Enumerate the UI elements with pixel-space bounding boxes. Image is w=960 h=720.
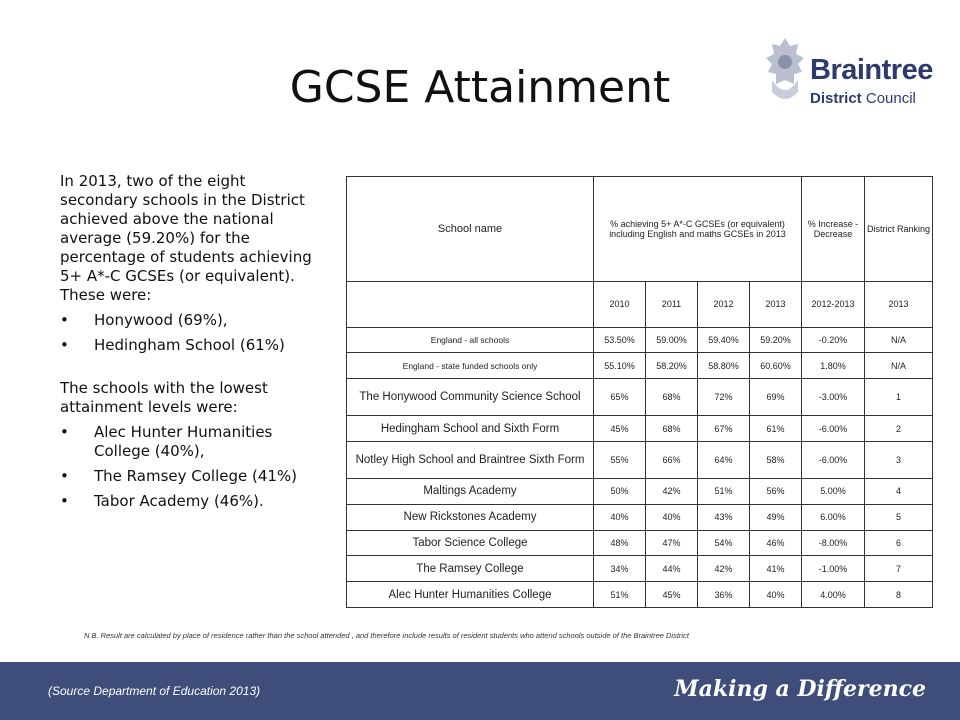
- value-cell: 50%: [594, 479, 646, 505]
- increase-period-cell: 2012-2013: [802, 282, 865, 327]
- value-cell: 68%: [646, 416, 698, 442]
- table-row: [347, 416, 933, 442]
- lowest-intro: The schools with the lowest attainment levels were:: [60, 379, 268, 416]
- header-school-name: School name: [347, 177, 594, 282]
- header-ranking: District Ranking: [865, 177, 933, 282]
- value-cell: 58%: [750, 441, 802, 478]
- value-cell: -6.00%: [802, 441, 865, 478]
- value-cell: -6.00%: [802, 416, 865, 442]
- value-cell: 51%: [698, 479, 750, 505]
- value-cell: 43%: [698, 504, 750, 530]
- value-cell: 66%: [646, 441, 698, 478]
- value-cell: 3: [865, 441, 933, 478]
- value-cell: 72%: [698, 379, 750, 416]
- value-cell: 1.80%: [802, 353, 865, 379]
- value-cell: 5.00%: [802, 479, 865, 505]
- value-cell: 40%: [750, 582, 802, 608]
- table-year-row: [347, 282, 933, 327]
- value-cell: 4: [865, 479, 933, 505]
- value-cell: 67%: [698, 416, 750, 442]
- slide-title: GCSE Attainment: [289, 62, 671, 113]
- value-cell: 48%: [594, 530, 646, 556]
- value-cell: 42%: [646, 479, 698, 505]
- value-cell: 68%: [646, 379, 698, 416]
- year-cell: 2013: [750, 282, 802, 327]
- school-name-cell: The Honywood Community Science School: [347, 379, 594, 416]
- list-item: • Hedingham School (61%): [60, 336, 322, 355]
- rank-year-cell: 2013: [865, 282, 933, 327]
- value-cell: 45%: [646, 582, 698, 608]
- value-cell: 46%: [750, 530, 802, 556]
- braintree-logo: [760, 34, 940, 114]
- value-cell: 41%: [750, 556, 802, 582]
- school-name-cell: Notley High School and Braintree Sixth Form: [347, 441, 594, 478]
- value-cell: 45%: [594, 416, 646, 442]
- list-item: • Tabor Academy (46%).: [60, 492, 322, 511]
- value-cell: 59.20%: [750, 327, 802, 353]
- school-name-cell: Maltings Academy: [347, 479, 594, 505]
- value-cell: 56%: [750, 479, 802, 505]
- table-row: [347, 479, 933, 505]
- school-name-cell: England - all schools: [347, 327, 594, 353]
- value-cell: 51%: [594, 582, 646, 608]
- value-cell: 69%: [750, 379, 802, 416]
- logo-subtitle: District Council: [810, 90, 916, 107]
- lowest-list: [60, 423, 322, 511]
- value-cell: 7: [865, 556, 933, 582]
- value-cell: 55%: [594, 441, 646, 478]
- value-cell: -1.00%: [802, 556, 865, 582]
- school-name-cell: The Ramsey College: [347, 556, 594, 582]
- value-cell: 1: [865, 379, 933, 416]
- value-cell: 34%: [594, 556, 646, 582]
- list-item: • The Ramsey College (41%): [60, 467, 322, 486]
- value-cell: N/A: [865, 327, 933, 353]
- school-name-cell: New Rickstones Academy: [347, 504, 594, 530]
- table-row: [347, 556, 933, 582]
- value-cell: -0.20%: [802, 327, 865, 353]
- value-cell: 6: [865, 530, 933, 556]
- school-name-cell: Alec Hunter Humanities College: [347, 582, 594, 608]
- value-cell: 47%: [646, 530, 698, 556]
- year-cell: 2010: [594, 282, 646, 327]
- footnote: N.B. Result are calculated by place of residence rather than the school attended , and therefore include results of resident students who attend schools outside of the Braintree District: [84, 631, 689, 640]
- value-cell: -3.00%: [802, 379, 865, 416]
- school-name-cell: Tabor Science College: [347, 530, 594, 556]
- value-cell: 6.00%: [802, 504, 865, 530]
- value-cell: 8: [865, 582, 933, 608]
- year-cell: 2012: [698, 282, 750, 327]
- value-cell: 49%: [750, 504, 802, 530]
- table-row: [347, 441, 933, 478]
- value-cell: 2: [865, 416, 933, 442]
- value-cell: N/A: [865, 353, 933, 379]
- table-row: [347, 530, 933, 556]
- value-cell: 55.10%: [594, 353, 646, 379]
- school-name-cell: England - state funded schools only: [347, 353, 594, 379]
- gcse-results-table: [346, 176, 933, 608]
- footer-bar: [0, 662, 960, 720]
- above-average-list: [60, 311, 322, 355]
- header-achievement: % achieving 5+ A*-C GCSEs (or equivalent) including English and maths GCSEs in 2013: [594, 177, 802, 282]
- value-cell: 65%: [594, 379, 646, 416]
- value-cell: 64%: [698, 441, 750, 478]
- source-credit: (Source Department of Education 2013): [48, 684, 261, 698]
- value-cell: 58.20%: [646, 353, 698, 379]
- header-blank: [347, 282, 594, 327]
- summary-text: [60, 172, 322, 517]
- table-row: [347, 353, 933, 379]
- value-cell: 59.00%: [646, 327, 698, 353]
- value-cell: 36%: [698, 582, 750, 608]
- list-item: • Alec Hunter Humanities College (40%),: [60, 423, 322, 461]
- school-name-cell: Hedingham School and Sixth Form: [347, 416, 594, 442]
- table-row: [347, 379, 933, 416]
- slogan: Making a Difference: [674, 676, 926, 702]
- logo-wordmark: Braintree: [810, 54, 933, 86]
- intro-paragraph: In 2013, two of the eight secondary schools in the District achieved above the national average (59.20%) for the percentage of students achieving 5+ A*-C GCSEs (or equivalent). These were:: [60, 172, 312, 304]
- value-cell: 42%: [698, 556, 750, 582]
- value-cell: 61%: [750, 416, 802, 442]
- value-cell: -8.00%: [802, 530, 865, 556]
- value-cell: 4.00%: [802, 582, 865, 608]
- table-row: [347, 582, 933, 608]
- table-row: [347, 327, 933, 353]
- table-row: [347, 504, 933, 530]
- table-header-row: [347, 177, 933, 282]
- value-cell: 5: [865, 504, 933, 530]
- value-cell: 53.50%: [594, 327, 646, 353]
- value-cell: 58.80%: [698, 353, 750, 379]
- year-cell: 2011: [646, 282, 698, 327]
- list-item: • Honywood (69%),: [60, 311, 322, 330]
- header-increase: % Increase - Decrease: [802, 177, 865, 282]
- value-cell: 40%: [646, 504, 698, 530]
- value-cell: 54%: [698, 530, 750, 556]
- value-cell: 40%: [594, 504, 646, 530]
- crest-icon: [760, 34, 810, 106]
- value-cell: 59.40%: [698, 327, 750, 353]
- value-cell: 44%: [646, 556, 698, 582]
- value-cell: 60.60%: [750, 353, 802, 379]
